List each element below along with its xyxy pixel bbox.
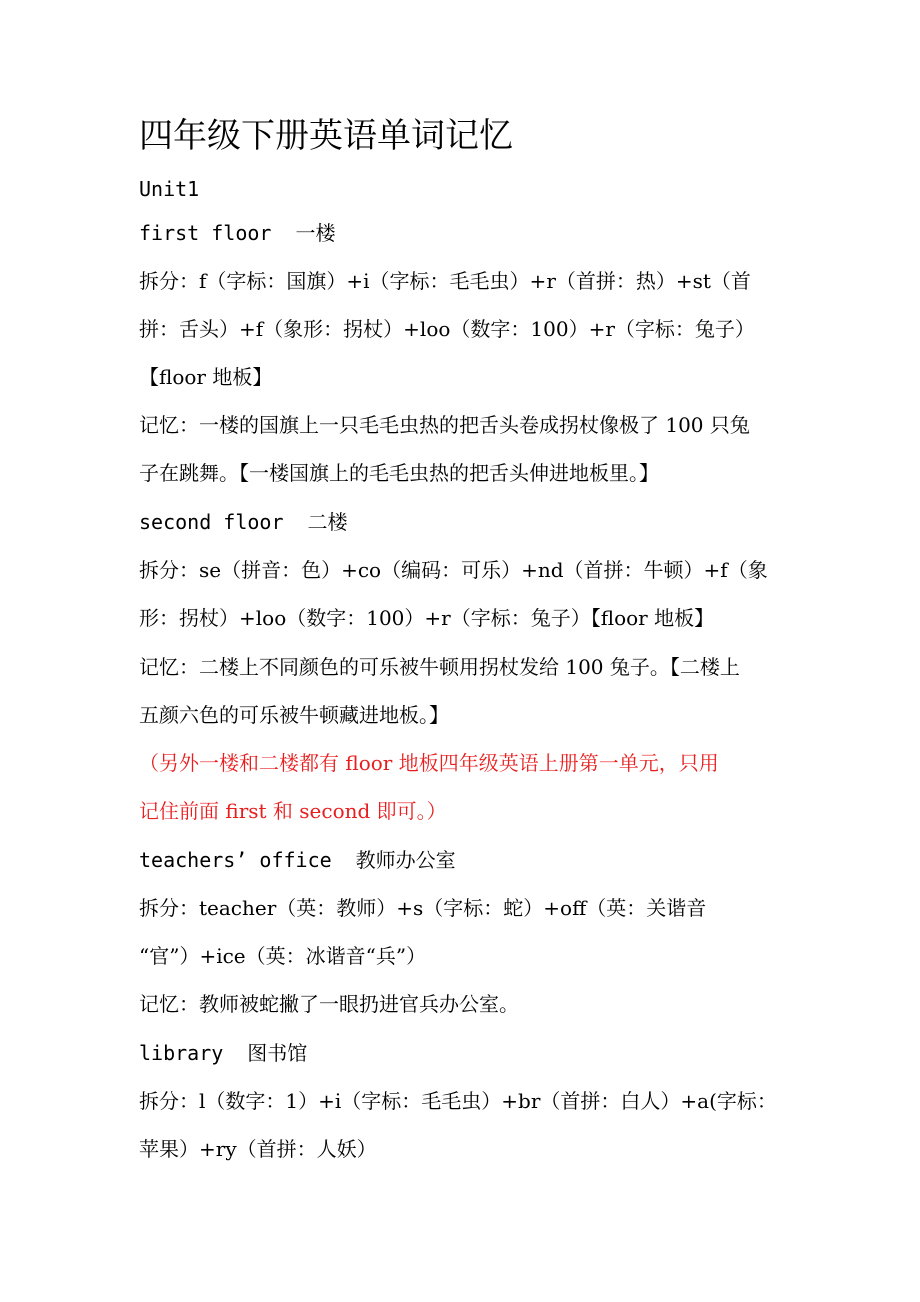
unit-heading: Unit1 [139,177,200,201]
chinese-meaning: 图书馆 [247,1041,308,1065]
word-entry-second-floor [139,507,781,537]
split-text: 拆分：teacher（英：教师）+s（字标：蛇）+off（英：关谐音 [139,896,707,920]
memory-text: 记忆：二楼上不同颜色的可乐被牛顿用拐杖发给 100 兔子。【二楼上 [139,655,740,679]
split-text: 拆分：f（字标：国旗）+i（字标：毛毛虫）+r（首拼：热）+st（首 [139,269,751,293]
chinese-meaning: 教师办公室 [355,848,456,872]
note-text: 记住前面 first 和 second 即可。） [139,799,447,823]
chinese-meaning: 一楼 [295,221,336,245]
english-word: first floor [139,221,272,245]
split-text: 拆分：l（数字：1）+i（字标：毛毛虫）+br（首拼：白人）+a(字标： [139,1089,777,1113]
split-text: 【floor 地板】 [139,365,273,389]
split-text: “官”）+ice（英：冰谐音“兵”） [139,944,427,968]
english-word: second floor [139,510,284,534]
split-text: 苹果）+ry（首拼：人妖） [139,1137,377,1161]
note-text: （另外一楼和二楼都有 floor 地板四年级英语上册第一单元，只用 [139,751,719,775]
memory-text: 记忆：一楼的国旗上一只毛毛虫热的把舌头卷成拐杖像极了 100 只兔 [139,413,750,437]
word-entry-teachers-office [139,845,781,875]
memory-text: 记忆：教师被蛇撇了一眼扔进官兵办公室。 [139,992,519,1016]
memory-text: 子在跳舞。【一楼国旗上的毛毛虫热的把舌头伸进地板里。】 [139,461,659,485]
chinese-meaning: 二楼 [307,510,348,534]
split-text: 拼：舌头）+f（象形：拐杖）+loo（数字：100）+r（字标：兔子） [139,317,755,341]
split-text: 形：拐杖）+loo（数字：100）+r（字标：兔子）【floor 地板】 [139,606,715,630]
split-text: 拆分：se（拼音：色）+co（编码：可乐）+nd（首拼：牛顿）+f（象 [139,558,768,582]
english-word: library [139,1041,224,1065]
word-entry-library [139,1038,781,1068]
word-entry-first-floor [139,218,781,248]
english-word: teachers’ office [139,848,332,872]
page-title: 四年级下册英语单词记忆 [139,116,513,156]
memory-text: 五颜六色的可乐被牛顿藏进地板。】 [139,703,449,727]
